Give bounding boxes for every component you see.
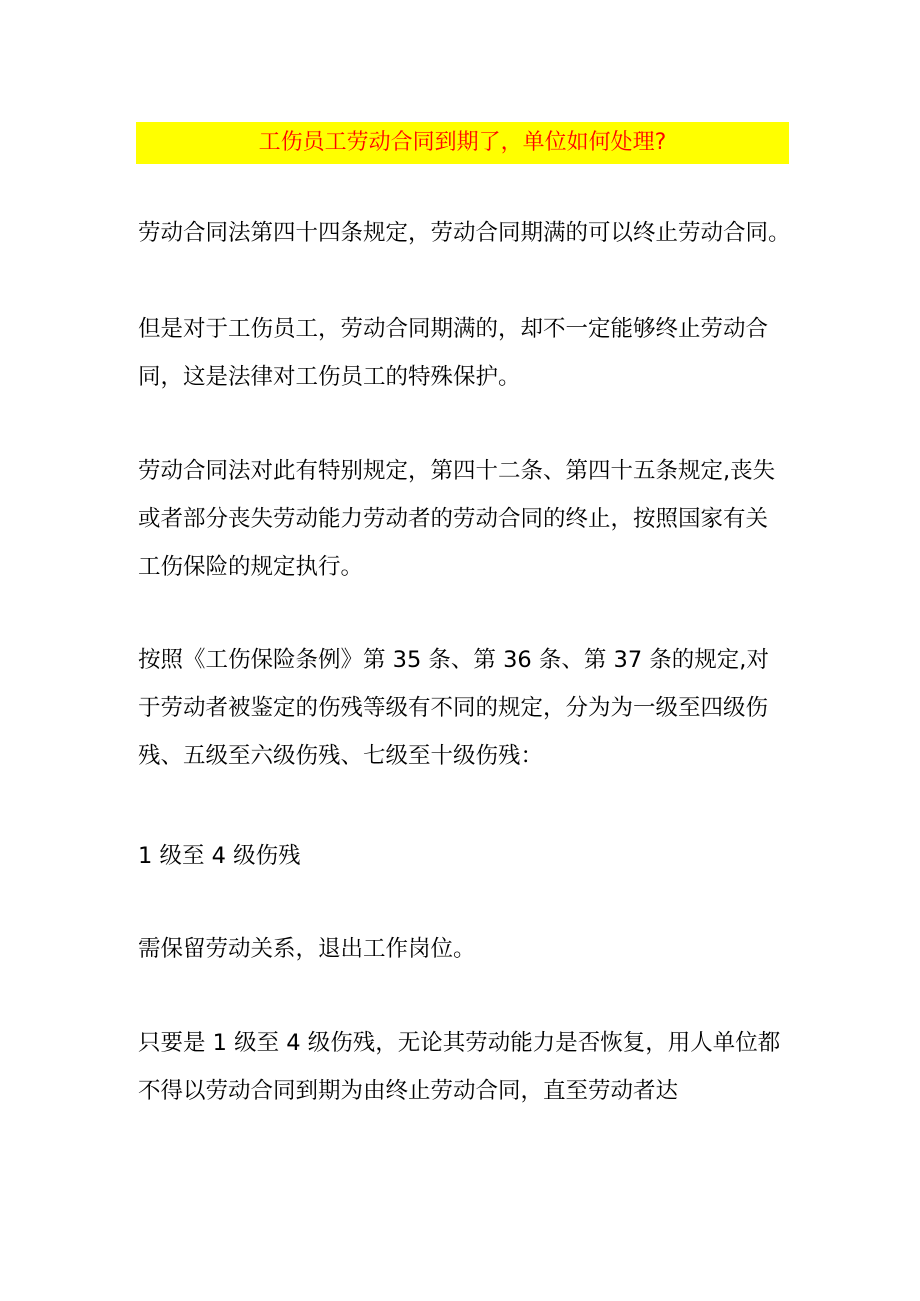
paragraph-line: 同，这是法律对工伤员工的特殊保护。	[138, 364, 521, 390]
paragraph-line: 残、五级至六级伤残、七级至十级伤残：	[138, 743, 544, 769]
paragraph-3	[138, 447, 798, 591]
paragraph-line: 于劳动者被鉴定的伤残等级有不同的规定，分为为一级至四级伤	[138, 695, 769, 721]
paragraph-line: 1 级至 4 级伤残	[138, 843, 301, 869]
paragraph-line: 需保留劳动关系，退出工作岗位。	[138, 936, 476, 962]
paragraph-line: 劳动合同法对此有特别规定，第四十二条、第四十五条规定,丧失	[138, 458, 776, 484]
paragraph-6	[138, 925, 798, 973]
paragraph-line: 按照《工伤保险条例》第 35 条、第 36 条、第 37 条的规定,对	[138, 647, 769, 673]
paragraph-2	[138, 305, 798, 401]
title-highlight	[136, 122, 789, 164]
paragraph-line: 工伤保险的规定执行。	[138, 554, 364, 580]
paragraph-line: 不得以劳动合同到期为由终止劳动合同，直至劳动者达	[138, 1078, 679, 1104]
paragraph-5	[138, 832, 798, 880]
paragraph-line: 但是对于工伤员工，劳动合同期满的，却不一定能够终止劳动合	[138, 316, 769, 342]
paragraph-4	[138, 636, 798, 780]
paragraph-1	[138, 209, 798, 257]
paragraph-7	[138, 1019, 798, 1115]
paragraph-line: 劳动合同法第四十四条规定，劳动合同期满的可以终止劳动合同。	[138, 220, 791, 246]
paragraph-line: 只要是 1 级至 4 级伤残，无论其劳动能力是否恢复，用人单位都	[138, 1030, 781, 1056]
paragraph-line: 或者部分丧失劳动能力劳动者的劳动合同的终止，按照国家有关	[138, 506, 769, 532]
document-title: 工伤员工劳动合同到期了，单位如何处理?	[258, 130, 667, 155]
